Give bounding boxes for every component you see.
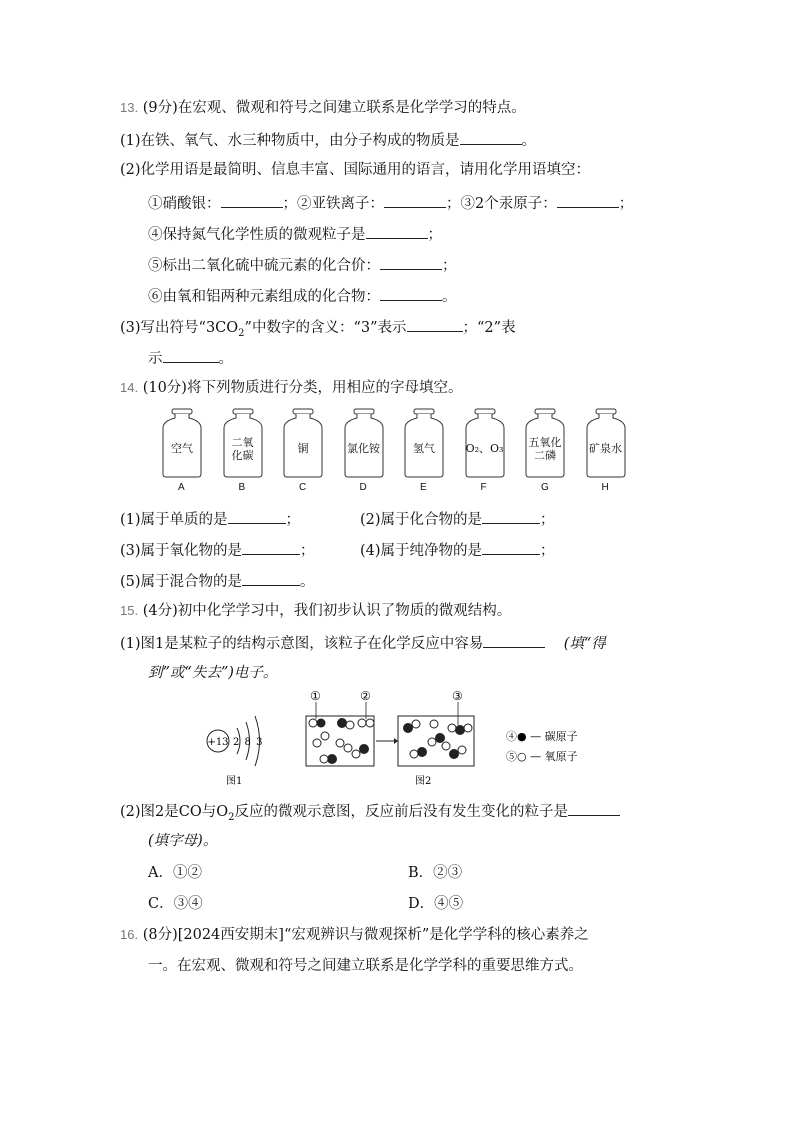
answer-blank[interactable]: [482, 540, 540, 555]
punct: ；: [540, 543, 555, 559]
bottle-c: [281, 408, 325, 496]
q14-s2: [360, 509, 555, 529]
bottle-f: [463, 408, 507, 496]
q13-stem: [120, 99, 526, 117]
bottle-label-line1: 铜: [297, 442, 309, 455]
q13-part3-cont: [148, 348, 233, 368]
bottle-label-line2: 化碳: [231, 449, 254, 462]
option-a-text: A．①②: [148, 865, 202, 881]
punct: ；: [285, 512, 301, 528]
answer-blank[interactable]: [163, 348, 219, 363]
bottle-label-line1: 五氧化: [528, 436, 562, 449]
punct: 。: [300, 574, 315, 590]
q15-stem-text: (4分)初中化学学习中，我们初步认识了物质的微观结构。: [142, 603, 512, 619]
option-c[interactable]: [148, 895, 203, 913]
callout-3: ③: [452, 689, 463, 703]
p1-line2: 到”或“失去”)电子。: [148, 665, 278, 681]
option-b[interactable]: [408, 864, 462, 882]
atom-figures: [190, 688, 630, 798]
answer-blank[interactable]: [482, 509, 540, 524]
bottle-label: [281, 442, 325, 455]
bottle-label-line1: 空气: [171, 442, 193, 455]
fig2-caption: 图2: [415, 776, 432, 787]
q16-stem-text: (8分)[2024西安期末]“宏观辨识与微观探析”是化学学科的核心素养之: [142, 927, 589, 943]
q14-stem: [120, 379, 462, 397]
q13-items-1-3: [148, 193, 633, 213]
q13-item4: [148, 224, 442, 244]
q13-part3: [120, 317, 516, 343]
bottle-label: [463, 442, 507, 455]
answer-blank[interactable]: [380, 286, 442, 301]
question-number: 16.: [120, 927, 139, 942]
p3-text-a: (3)写出符号“3CO: [120, 320, 239, 336]
bottle-letter: H: [601, 482, 609, 493]
q13-p1-text: (1)在铁、氧气、水三种物质中，由分子构成的物质是: [120, 133, 460, 149]
p2-text-a: (2)图2是CO与O: [120, 804, 229, 820]
bottle-letter: D: [359, 482, 367, 493]
bottle-label: [584, 442, 628, 455]
bottle-label-line1: 氢气: [413, 442, 435, 455]
item5-text: ⑤标出二氧化硫中硫元素的化合价：: [148, 258, 380, 274]
bottle-d: [342, 408, 386, 496]
q14-s4: [360, 540, 555, 560]
q15-stem: [120, 602, 511, 620]
bottle-letter: E: [420, 482, 427, 493]
q15-part2-cont: [148, 832, 217, 850]
answer-blank[interactable]: [366, 224, 428, 239]
bottle-letter: B: [238, 482, 246, 493]
q14-s5: [120, 571, 315, 591]
punct: ；: [427, 227, 442, 243]
answer-blank[interactable]: [407, 317, 463, 332]
atom-structure-diagram: [207, 716, 263, 787]
bottle-label-line1: 矿泉水: [589, 442, 622, 455]
answer-blank[interactable]: [483, 633, 545, 648]
atom-legend: [506, 729, 578, 763]
q15-part2: [120, 801, 620, 827]
p1-tail: (填“得: [563, 636, 606, 652]
item6-text: ⑥由氧和铝两种元素组成的化合物：: [148, 289, 380, 305]
punct: 。: [442, 289, 457, 305]
p2-text-b: 反应的微观示意图，反应前后没有发生变化的粒子是: [234, 804, 569, 820]
option-b-text: B．②③: [408, 865, 463, 881]
answer-blank[interactable]: [384, 193, 446, 208]
s1-text: (1)属于单质的是: [120, 512, 228, 528]
question-number: 14.: [120, 380, 139, 395]
subscript: 2: [238, 327, 245, 339]
bottle-label: [342, 442, 386, 455]
q13-part2: [120, 161, 590, 179]
q16-stem: [120, 926, 589, 944]
bottle-label-line1: O₂、O₃: [465, 442, 504, 455]
answer-blank[interactable]: [380, 255, 442, 270]
answer-blank[interactable]: [228, 509, 286, 524]
option-a[interactable]: [148, 864, 202, 882]
bottle-label-line1: 二氧: [231, 436, 254, 449]
bottle-e: [402, 408, 446, 496]
q13-stem-text: (9分)在宏观、微观和符号之间建立联系是化学学习的特点。: [142, 100, 526, 116]
answer-blank[interactable]: [242, 540, 300, 555]
reaction-diagram: [306, 689, 474, 787]
option-d[interactable]: [408, 895, 463, 913]
bottle-letter: C: [299, 482, 307, 493]
item2-text: ；②亚铁离子：: [282, 196, 384, 212]
p3-text-b: ”中数字的含义：“3”表示: [244, 320, 407, 336]
s5-text: (5)属于混合物的是: [120, 574, 243, 590]
bottle-label: [523, 436, 567, 462]
bottle-label-line2: 二磷: [534, 449, 556, 462]
p3-text-c: ；“2”表: [462, 320, 516, 336]
fig1-caption: 图1: [226, 776, 243, 787]
bottle-letter: G: [541, 482, 549, 493]
shell-electrons: 2 8 3: [233, 737, 264, 748]
punct: ；: [540, 512, 555, 528]
q13-item6: [148, 286, 457, 306]
q14-s1: [120, 509, 300, 529]
legend-oxygen: ⑤○ — 氧原子: [506, 750, 578, 763]
punct: ；: [442, 258, 457, 274]
bottle-figure: [160, 408, 640, 498]
q15-part1: [120, 633, 606, 653]
question-number: 15.: [120, 603, 139, 618]
p3-text-d: 示: [148, 351, 163, 367]
punct: 。: [218, 351, 233, 367]
p1-text: (1)图1是某粒子的结构示意图，该粒子在化学反应中容易: [120, 636, 484, 652]
item4-text: ④保持氮气化学性质的微观粒子是: [148, 227, 366, 243]
callout-1: ①: [310, 689, 321, 703]
bottle-label: [221, 436, 265, 462]
question-number: 13.: [120, 100, 139, 115]
answer-blank[interactable]: [460, 130, 522, 145]
s3-text: (3)属于氧化物的是: [120, 543, 243, 559]
bottle-a: [160, 408, 204, 496]
q16-stem-cont: [148, 957, 583, 975]
item3-text: ；③2个汞原子：: [446, 196, 557, 212]
s2-text: (2)属于化合物的是: [360, 512, 483, 528]
answer-blank[interactable]: [557, 193, 619, 208]
option-d-text: D．④⑤: [408, 896, 464, 912]
nucleus-label: +13: [207, 737, 229, 748]
bottle-b: [221, 408, 265, 496]
legend-carbon: ④● — 碳原子: [506, 730, 578, 743]
q14-s3: [120, 540, 315, 560]
punct: ；: [300, 543, 315, 559]
bottle-label-line1: 氯化铵: [347, 442, 380, 455]
item1-text: ①硝酸银：: [148, 196, 221, 212]
q14-stem-text: (10分)将下列物质进行分类，用相应的字母填空。: [142, 380, 463, 396]
bottle-g: [523, 408, 567, 496]
callout-2: ②: [360, 689, 371, 703]
bottle-label: [160, 442, 204, 455]
bottle-letter: A: [178, 482, 185, 493]
answer-blank[interactable]: [221, 193, 283, 208]
p2-line2: (填字母)。: [148, 833, 218, 849]
option-c-text: C．③④: [148, 896, 203, 912]
answer-blank[interactable]: [242, 571, 300, 586]
punct: ；: [618, 196, 634, 212]
answer-blank[interactable]: [568, 801, 620, 816]
q13-part1: [120, 130, 536, 150]
bottle-letter: F: [480, 482, 487, 493]
bottle-label: [402, 442, 446, 455]
bottle-h: [584, 408, 628, 496]
q15-part1-cont: [148, 664, 277, 682]
q13-item5: [148, 255, 457, 275]
punct: 。: [521, 133, 537, 149]
subscript: 2: [228, 811, 235, 823]
q16-line2: 一。在宏观、微观和符号之间建立联系是化学学科的重要思维方式。: [148, 958, 583, 974]
s4-text: (4)属于纯净物的是: [360, 543, 483, 559]
q13-p2-text: (2)化学用语是最简明、信息丰富、国际通用的语言，请用化学用语填空：: [120, 162, 591, 178]
